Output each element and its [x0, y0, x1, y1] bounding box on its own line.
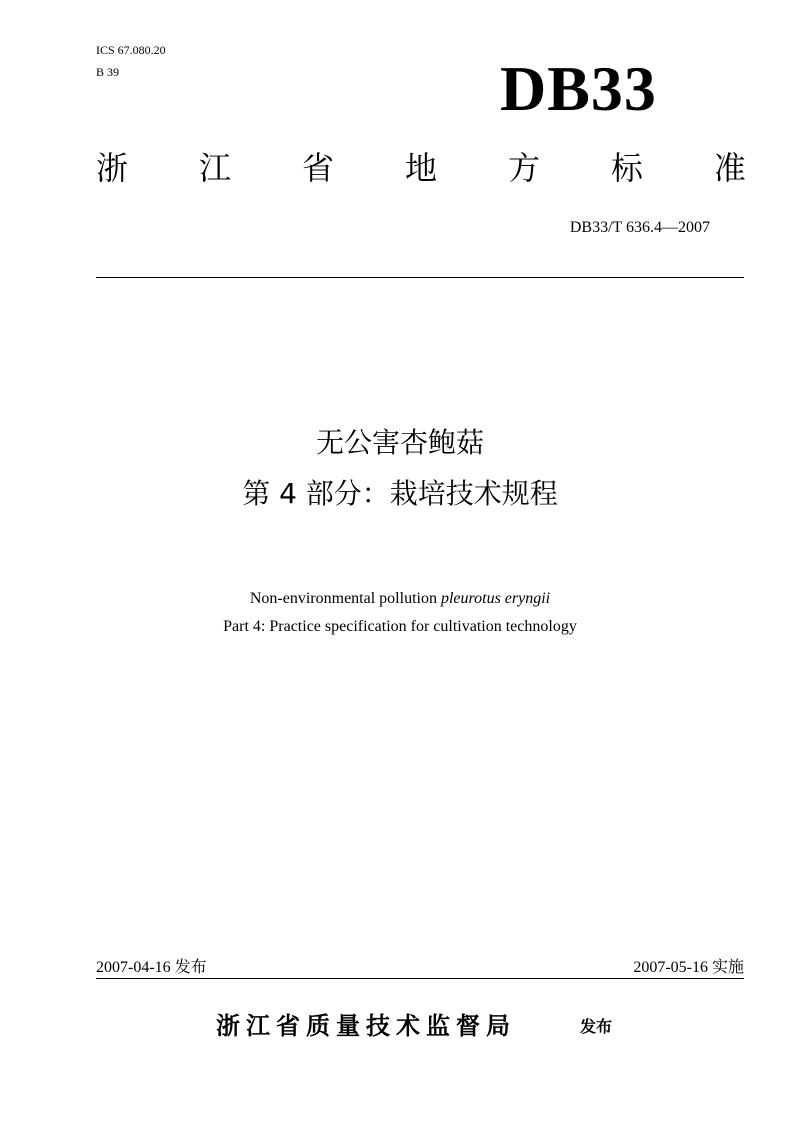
issuing-authority: 浙江省质量技术监督局 — [216, 1012, 516, 1040]
ccs-code: B 39 — [96, 65, 120, 79]
bottom-divider — [96, 978, 744, 979]
issue-date: 2007-04-16 — [96, 959, 171, 976]
standard-number: DB33/T 636.4—2007 — [569, 219, 710, 236]
title-english-main — [0, 589, 800, 609]
implement-date-line — [633, 957, 744, 978]
title-chinese-part: 第 4 部分：栽培技术规程 — [242, 477, 558, 510]
title-english-part: Part 4: Practice specification for cultivation technology — [223, 618, 577, 635]
standard-type-char: 准 — [713, 149, 746, 187]
standard-type-char: 标 — [610, 149, 643, 187]
standard-type-heading — [96, 146, 746, 190]
implement-date: 2007-05-16 — [633, 959, 708, 976]
implement-label: 实施 — [711, 957, 744, 976]
title-english-species: pleurotus eryngii — [440, 590, 551, 607]
issuing-authority-suffix: 发布 — [580, 1017, 613, 1036]
title-english-prefix: Non-environmental pollution — [249, 590, 441, 607]
standard-type-char: 江 — [198, 149, 231, 187]
title-chinese-main: 无公害杏鲍菇 — [315, 426, 484, 459]
standard-type-char: 方 — [507, 149, 540, 187]
issue-label: 发布 — [174, 957, 207, 976]
ics-code: ICS 67.080.20 — [96, 43, 166, 57]
db-logo: DB33 — [500, 53, 657, 124]
standard-type-char: 地 — [404, 149, 437, 187]
issue-date-line — [96, 957, 207, 978]
top-divider — [96, 277, 744, 278]
standard-type-char: 省 — [301, 149, 334, 187]
standard-type-char: 浙 — [96, 149, 129, 187]
